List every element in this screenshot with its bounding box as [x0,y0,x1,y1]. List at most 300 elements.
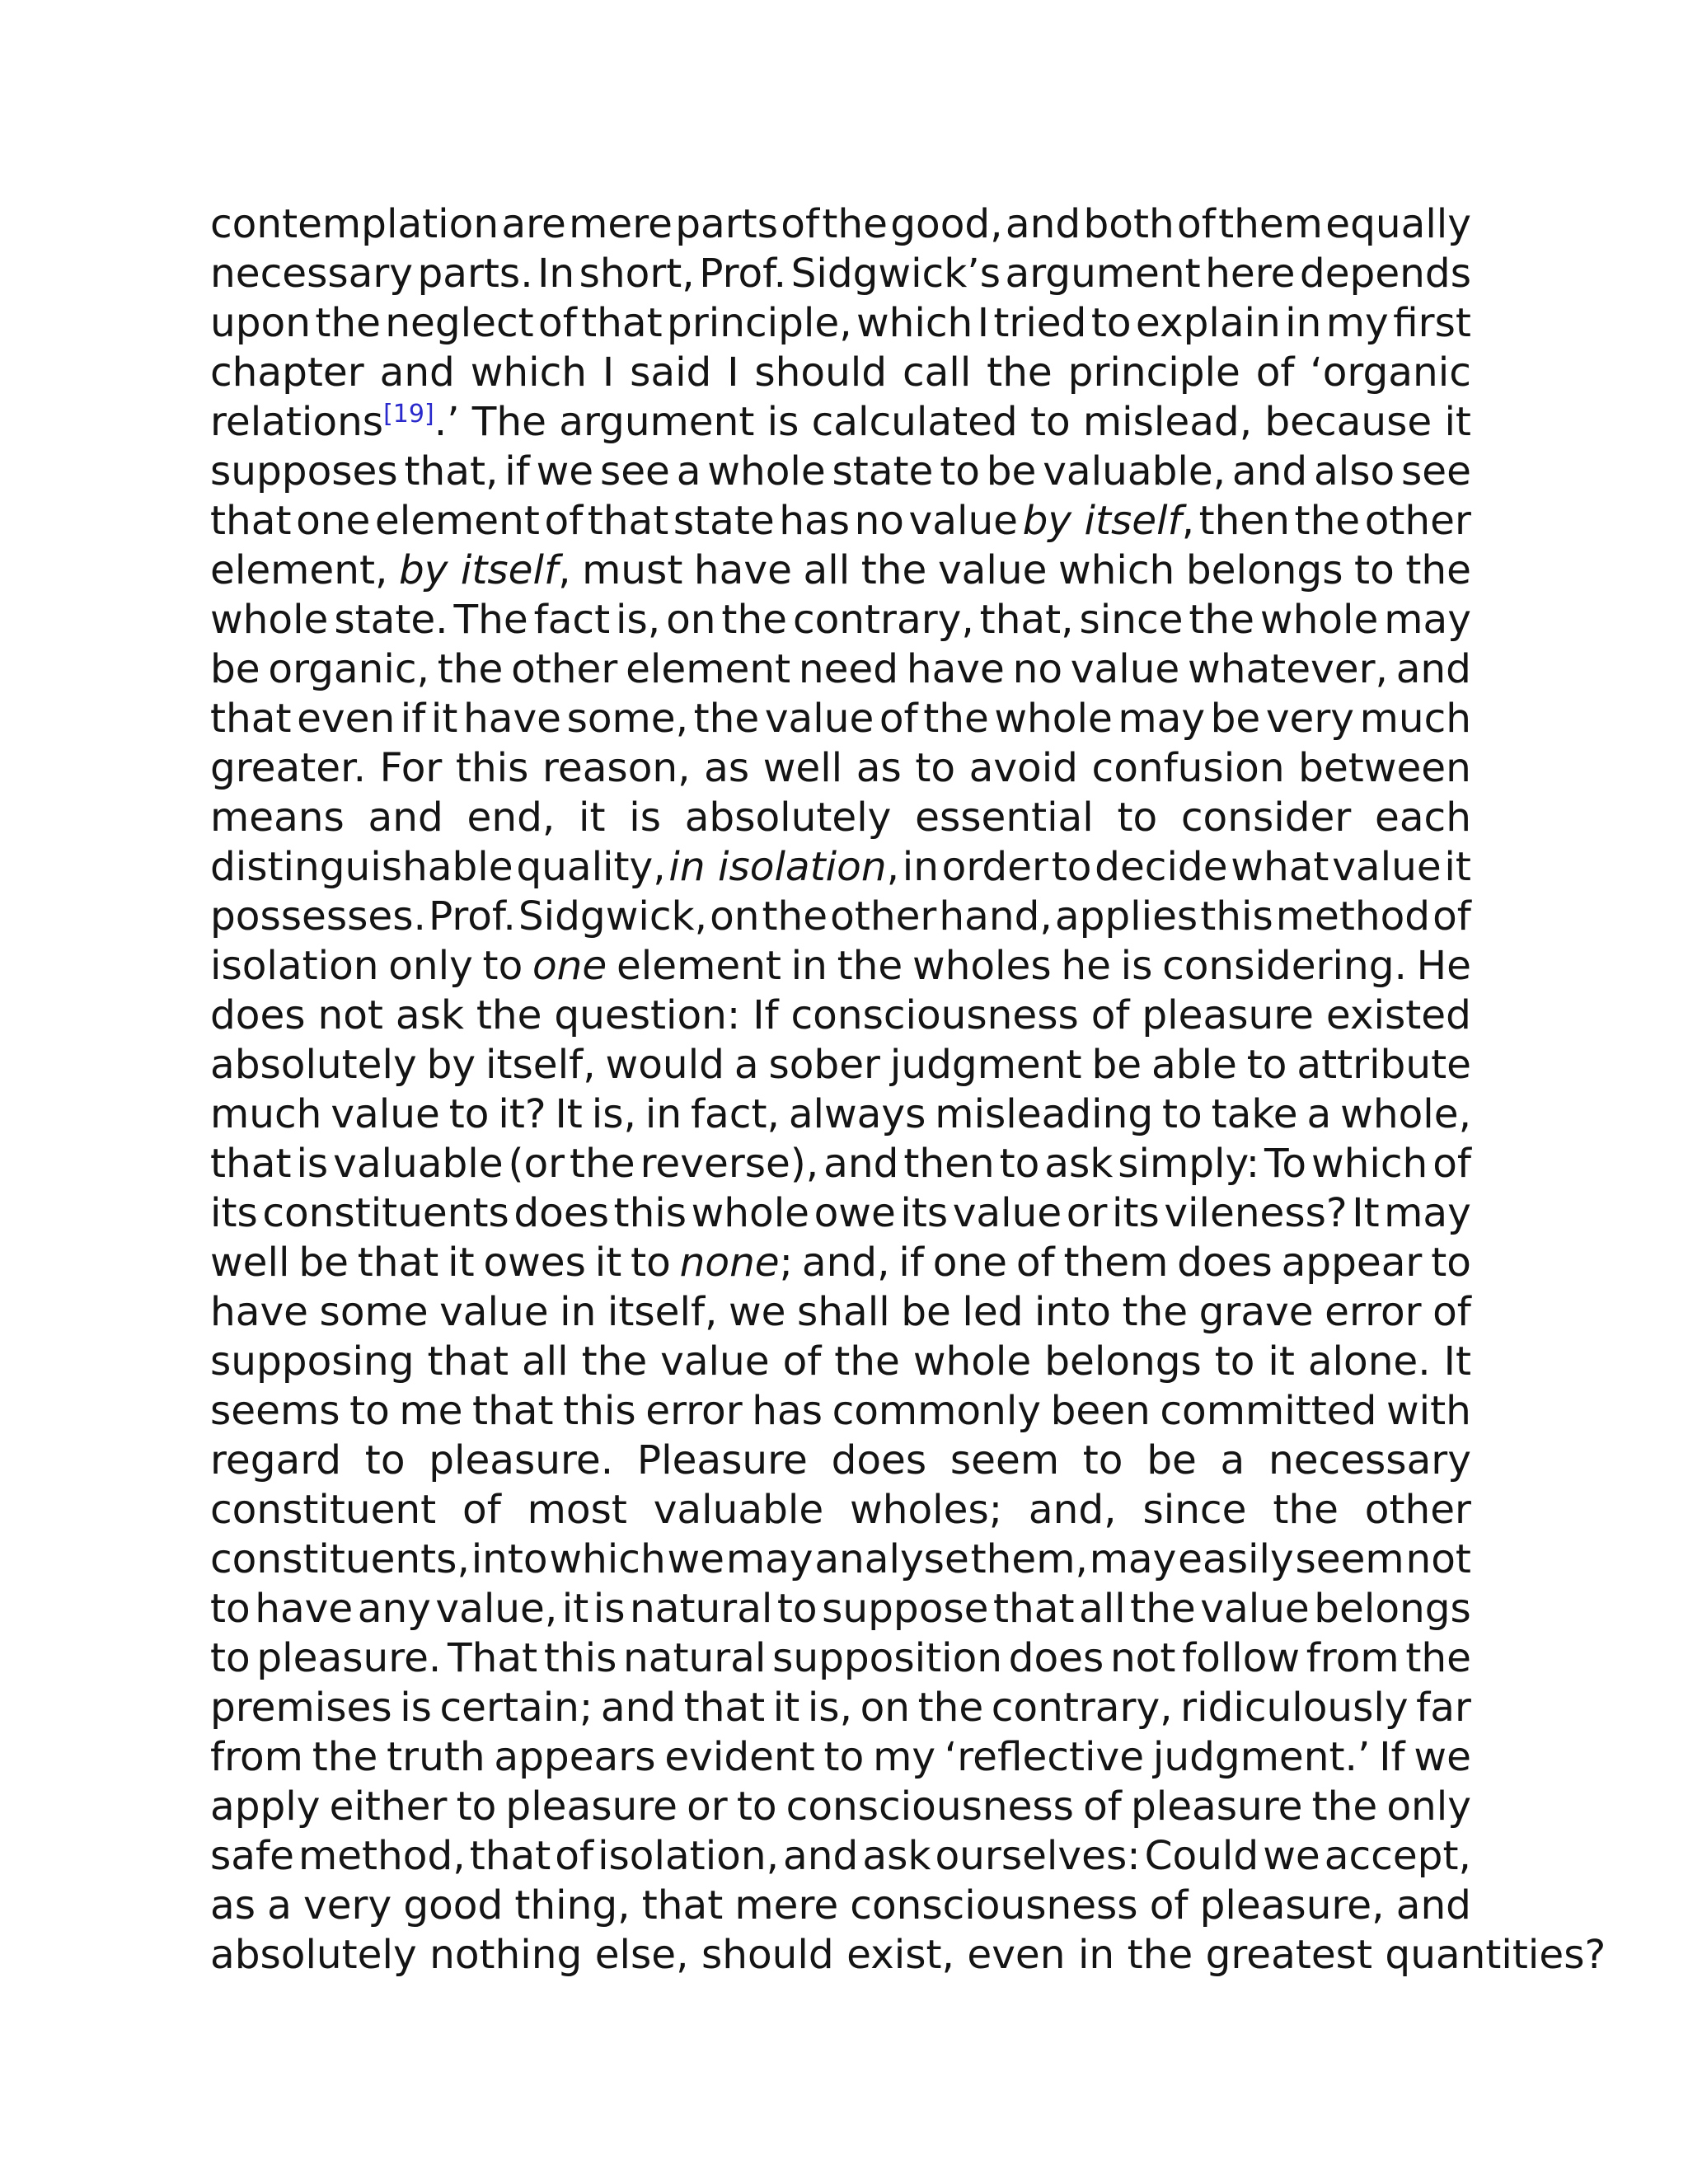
word: of [1177,201,1216,247]
word-group [786,1782,1074,1831]
word-group [752,1386,823,1436]
text-line [210,1337,1471,1386]
word-group [1130,1584,1196,1633]
word-group [210,496,292,546]
word: Sidgwick, [518,893,708,940]
word-group [1296,1040,1471,1090]
word-group [210,298,311,348]
word: pleasure [505,1783,678,1830]
word: first [1393,300,1471,346]
word: to [349,1388,390,1434]
word-group [783,1337,822,1386]
word: Could [1144,1833,1259,1879]
word: of [1149,1882,1189,1929]
word-group [210,1090,321,1139]
word-group [856,743,902,793]
word: the [1273,1487,1339,1533]
word-group [850,1881,1137,1930]
word: tried [993,300,1087,346]
word: that [210,696,292,742]
word-group [210,694,292,743]
word: to [1082,1437,1123,1483]
word-group [797,1287,890,1337]
word: that [427,1338,509,1385]
word-group [210,743,366,793]
word: For [379,745,443,791]
word-group [537,249,574,298]
word-group [1215,1337,1255,1386]
word-group [645,1386,742,1436]
word-group [579,249,695,298]
word-group [1153,1732,1370,1782]
word-group [210,1932,417,1978]
word-group [333,1139,503,1188]
word-group [710,892,759,941]
word: should [701,1932,834,1978]
word-group [588,496,669,546]
word-group [1178,1535,1293,1584]
word: it [1268,1338,1295,1385]
word-group [694,694,760,743]
word-group [793,595,974,644]
word-group [210,595,328,644]
word: element [626,646,791,692]
word: which [856,300,973,346]
word-group [804,546,851,595]
word-group [435,1584,557,1633]
word-group [1276,892,1430,941]
word: and [368,794,443,841]
word-group [537,447,594,496]
word-group [1177,1238,1273,1287]
word-group [772,1633,1002,1683]
word-group [210,1535,470,1584]
word: appear [1281,1240,1423,1286]
word: supposing [210,1338,415,1385]
word: may [1089,1536,1177,1582]
word-group [559,397,754,447]
word: if [898,1240,924,1286]
word: this [543,1635,617,1681]
word-group [860,1683,910,1732]
word-group [1199,1287,1314,1337]
word: of [1083,1783,1122,1830]
word: .’ [434,399,460,445]
word: , [1181,498,1195,544]
word: the [822,201,888,247]
word-group [614,1188,687,1238]
word-group [1016,1238,1055,1287]
word-group [210,1139,292,1188]
word-group [595,1932,689,1978]
word: not [1109,1635,1176,1681]
word: value, [435,1586,558,1632]
word: even [967,1932,1066,1978]
word: other [1364,1487,1471,1533]
word-group [1268,1337,1295,1386]
word: grave [1198,1289,1314,1335]
word: because [1264,399,1432,445]
word-group [1034,1287,1111,1337]
word: evident [664,1734,815,1780]
word-group [449,1090,490,1139]
word: contemplation [210,201,499,247]
word: mislead, [1082,399,1253,445]
word: a [267,1882,292,1929]
word-group [1379,1732,1404,1782]
emphasis-text: by itself [399,547,559,593]
word: only [1386,1783,1471,1830]
text-line [210,793,1471,842]
word-group [654,1485,823,1535]
word: see [1400,448,1471,494]
word-group [907,644,1005,694]
word-group [544,1633,617,1683]
word: be [901,1289,951,1335]
text-line [210,1831,1471,1881]
word: I [977,300,989,346]
word-group [380,743,443,793]
word-group [1061,941,1111,991]
word: belongs [1185,547,1343,593]
word-group [773,1683,800,1732]
word: consciousness [850,1882,1138,1929]
word: itself, [607,1289,718,1335]
word: pleasure. [429,1437,614,1483]
word: to [1162,1091,1203,1137]
word-group [692,1188,809,1238]
word-group [1295,496,1361,546]
word-group [763,743,842,793]
word-group [1055,892,1198,941]
word-group [375,496,540,546]
word-group [855,496,904,546]
word: attribute [1296,1042,1471,1088]
word: state. [334,597,448,643]
word-group [987,348,1053,397]
word: always [788,1091,926,1137]
word: certain; [439,1685,593,1731]
word-group [1231,842,1329,892]
word: absolutely [210,1932,417,1978]
word-group [318,991,383,1040]
word-group [1385,1932,1606,1978]
word: are [501,201,566,247]
word: in [902,844,939,890]
word-group [504,447,530,496]
word: absolutely [684,794,892,841]
word: very [1265,696,1355,742]
word-group [593,1584,626,1633]
word-group [903,348,971,397]
word: it [561,1586,589,1632]
word: greatest [1205,1932,1372,1978]
word-group [427,1337,509,1386]
word-group [1384,595,1471,644]
word: on [666,597,716,643]
word-group [518,892,707,941]
word-group [560,1287,596,1337]
word: does [210,992,306,1038]
word-group [210,892,426,941]
word: what [1231,844,1329,890]
word: some [319,1289,429,1335]
word-group [1340,1090,1471,1139]
word-group [935,1831,1140,1881]
word: this [455,745,529,791]
word-group [210,1436,341,1485]
word: confusion [1091,745,1285,791]
word-group [349,1386,390,1436]
word-group [331,1090,439,1139]
word-group [789,1090,926,1139]
word-group [623,1633,766,1683]
word: most [527,1487,627,1533]
word-group [1083,397,1252,447]
word: judgment.’ [1152,1734,1371,1780]
word: to [940,448,980,494]
word: seem [950,1437,1060,1483]
word-group [210,1683,392,1732]
word-group [454,595,528,644]
word-group [467,793,556,842]
word: to [1117,794,1158,841]
word: whole [1259,597,1379,643]
word: belongs [1314,1586,1471,1632]
word-group [1118,694,1205,743]
word: considering. [1162,943,1407,989]
word-group [440,1683,593,1732]
word: to [1354,547,1395,593]
word: absolutely [210,1042,417,1088]
word-group [210,1386,340,1436]
word: no [854,498,904,544]
word-group [210,1732,303,1782]
word: the [837,943,903,989]
word-group [268,644,429,694]
word-group [1332,842,1441,892]
word: led [962,1289,1024,1335]
word-group [1268,1436,1471,1485]
word: else, [594,1932,689,1978]
footnote-ref-link[interactable]: [19] [383,400,434,429]
word-group [737,1782,777,1831]
word-group [401,694,426,743]
word: whole [707,448,826,494]
word: either [329,1783,448,1830]
text-line [210,1287,1471,1337]
word-group [1091,991,1130,1040]
text-line [210,496,1471,546]
word-group [1396,1881,1471,1930]
word: the [917,1685,984,1731]
word: committed [1160,1388,1377,1434]
word-group [368,793,443,842]
word: in [645,1091,682,1137]
word-group [1416,1683,1471,1732]
word: well [762,745,843,791]
text-line [210,842,1471,892]
word-group [802,1238,890,1287]
word-group [210,1881,256,1930]
word-group [516,842,665,892]
word-group [734,1881,838,1930]
word-group [753,991,778,1040]
word: should [754,349,888,396]
word: quality, [516,844,666,890]
word-group [358,1584,431,1633]
word: the [437,646,504,692]
word-group [660,1337,769,1386]
word: Prof. [428,893,516,940]
text-line [210,298,1471,348]
word: is, [616,597,661,643]
word: the [860,547,927,593]
word: possesses. [210,893,426,940]
word-group [1431,1238,1471,1287]
word: to [1051,844,1092,890]
word-group [814,1188,896,1238]
word-group [1211,694,1261,743]
word-group [684,1683,766,1732]
word-group [1310,348,1471,397]
word: that [587,498,669,544]
word-group [470,1831,551,1881]
word: as [704,745,750,791]
word: does [1008,1635,1104,1681]
word: the [1405,547,1471,593]
word: valuable [653,1487,824,1533]
word-group [556,1090,583,1139]
word-group [1360,694,1471,743]
word: premises [210,1685,392,1731]
word-group [890,199,1002,249]
word: of [781,201,820,247]
word: neglect [385,300,534,346]
word-group [837,941,903,991]
word: ask [395,992,464,1038]
word: all [803,547,851,593]
word-group [1386,1782,1471,1831]
text-line [210,595,1471,644]
word-group [210,644,260,694]
word: its [900,1190,949,1236]
word-group [1083,1782,1122,1831]
text-line [210,199,1471,249]
word-group [1150,1881,1189,1930]
word: much [1359,696,1471,742]
word: constituent [210,1487,437,1533]
word: its [210,1190,258,1236]
word: if [400,696,426,742]
word: call [902,349,972,396]
word-group [592,1090,636,1139]
word: much [210,1091,322,1137]
word-group [993,298,1086,348]
word: question: [554,992,741,1038]
word: the [581,1338,648,1385]
word-group [554,991,740,1040]
word: itself, [485,1042,596,1088]
word: shall [797,1289,890,1335]
word: from [1306,1635,1400,1681]
word: of [1432,1141,1471,1187]
text-line [210,546,1471,595]
word-group [579,793,606,842]
word: wholes [912,943,1052,989]
word: alone. [1307,1338,1431,1385]
word-group [1160,1386,1376,1436]
word-group [1260,595,1378,644]
word: to [631,1240,671,1286]
word: on [860,1685,910,1731]
word: whole, [1340,1091,1471,1137]
word-group [915,743,955,793]
word-group [754,348,887,397]
word: isolation, [598,1833,779,1879]
word: that [581,300,663,346]
word: and [1005,201,1081,247]
word: Sidgwick’s [790,251,1001,297]
word-group [1354,546,1395,595]
word: in [560,1289,597,1335]
word-group [901,1287,951,1337]
word-group [563,1386,636,1436]
word: misleading [935,1091,1154,1137]
word-group [1078,1932,1114,1978]
word-group [830,892,936,941]
word-group [856,298,973,348]
word-group [1405,1633,1471,1683]
word: , [886,844,899,890]
word: quantities? [1385,1932,1606,1978]
word-group [675,199,778,249]
word-group [631,1238,671,1287]
word-group [967,1932,1065,1978]
word: of [538,300,577,346]
word-group [1295,1535,1404,1584]
word: of [1432,893,1471,940]
word-group [1145,1831,1259,1881]
word: as [856,745,902,791]
word: ridiculously [1180,1685,1409,1731]
word: If [1379,1734,1405,1780]
word: we [536,448,594,494]
word-group [898,1238,924,1287]
word: whole [691,1190,810,1236]
word: we [667,1536,725,1582]
word-group [721,595,787,644]
word: that [992,1586,1075,1632]
word: belongs [1044,1338,1202,1385]
word-group [1200,1881,1385,1930]
word-group [1444,397,1471,447]
word-group [832,1436,927,1485]
word: have [463,696,562,742]
emphasis-text: in isolation [668,844,887,890]
word-group [417,249,532,298]
word: in [790,943,828,989]
word: be [1091,1042,1142,1088]
word-group [532,941,607,991]
word-group [427,1040,476,1090]
word-group [783,1831,858,1881]
word: that [210,498,292,544]
word: consider [1180,794,1352,841]
word: value [331,1091,440,1137]
word: essential [915,794,1094,841]
word-group [1091,1040,1142,1090]
